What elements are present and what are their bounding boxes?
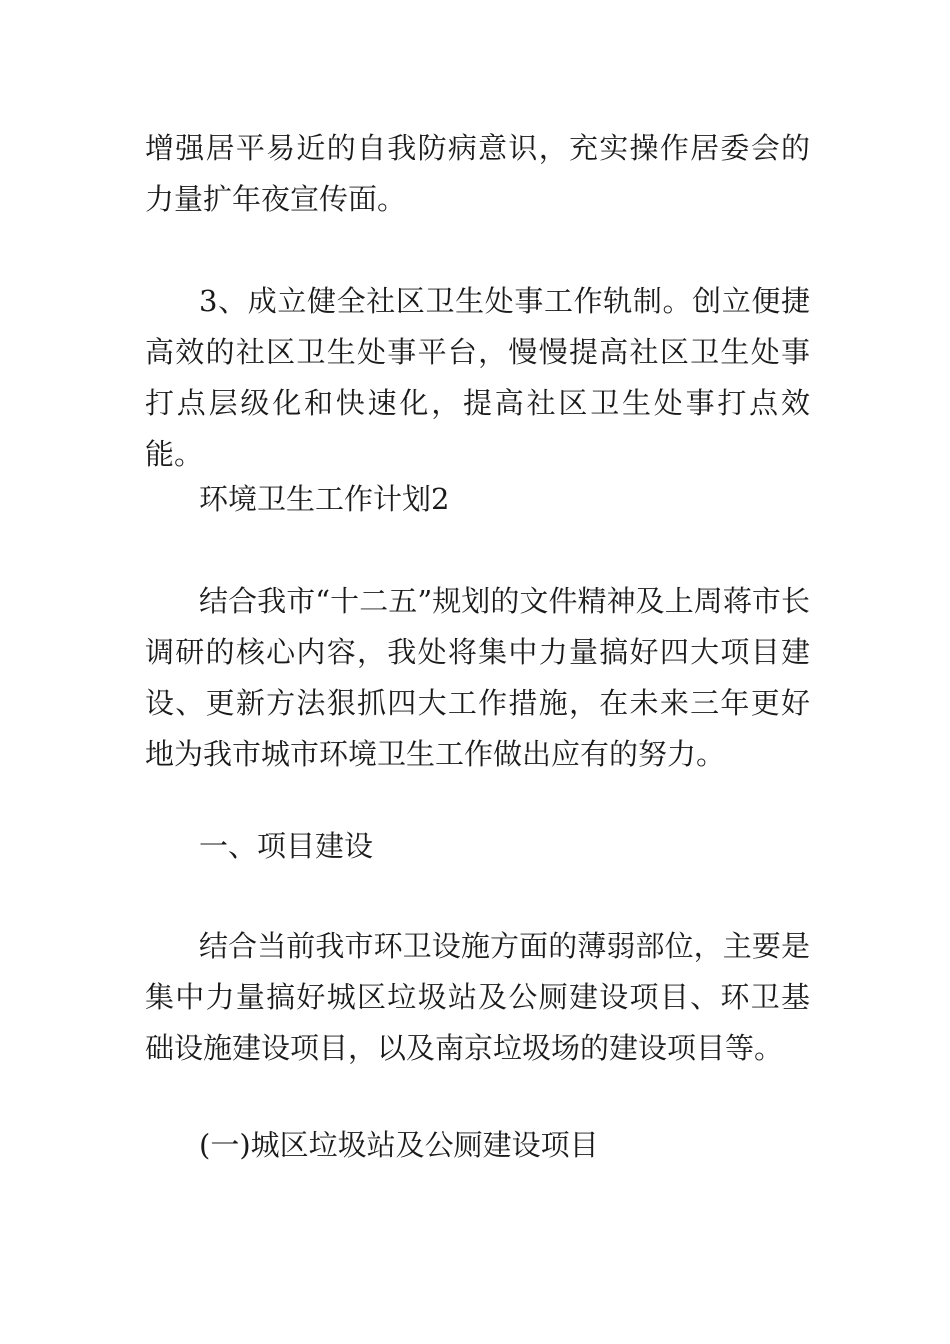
paragraph-project-summary: 结合当前我市环卫设施方面的薄弱部位，主要是集中力量搞好城区垃圾站及公厕建设项目、环卫基础设施建设项目，以及南京垃圾场的建设项目等。 bbox=[145, 929, 810, 1065]
paragraph-item-3: 3、成立健全社区卫生处事工作轨制。创立便捷高效的社区卫生处事平台，慢慢提高社区卫生处事打点层级化和快速化，提高社区卫生处事打点效能。 bbox=[145, 284, 810, 471]
subheading-waste-station-project: (一)城区垃圾站及公厕建设项目 bbox=[199, 1128, 599, 1162]
paragraph-continuation: 增强居平易近的自我防病意识，充实操作居委会的力量扩年夜宣传面。 bbox=[145, 131, 810, 216]
section-title: 环境卫生工作计划2 bbox=[199, 482, 450, 516]
paragraph-intro: 结合我市“十二五”规划的文件精神及上周蒋市长调研的核心内容，我处将集中力量搞好四大项目建设、更新方法狠抓四大工作措施，在未来三年更好地为我市城市环境卫生工作做出应有的努力。 bbox=[145, 584, 810, 771]
heading-project-construction: 一、项目建设 bbox=[199, 829, 374, 863]
